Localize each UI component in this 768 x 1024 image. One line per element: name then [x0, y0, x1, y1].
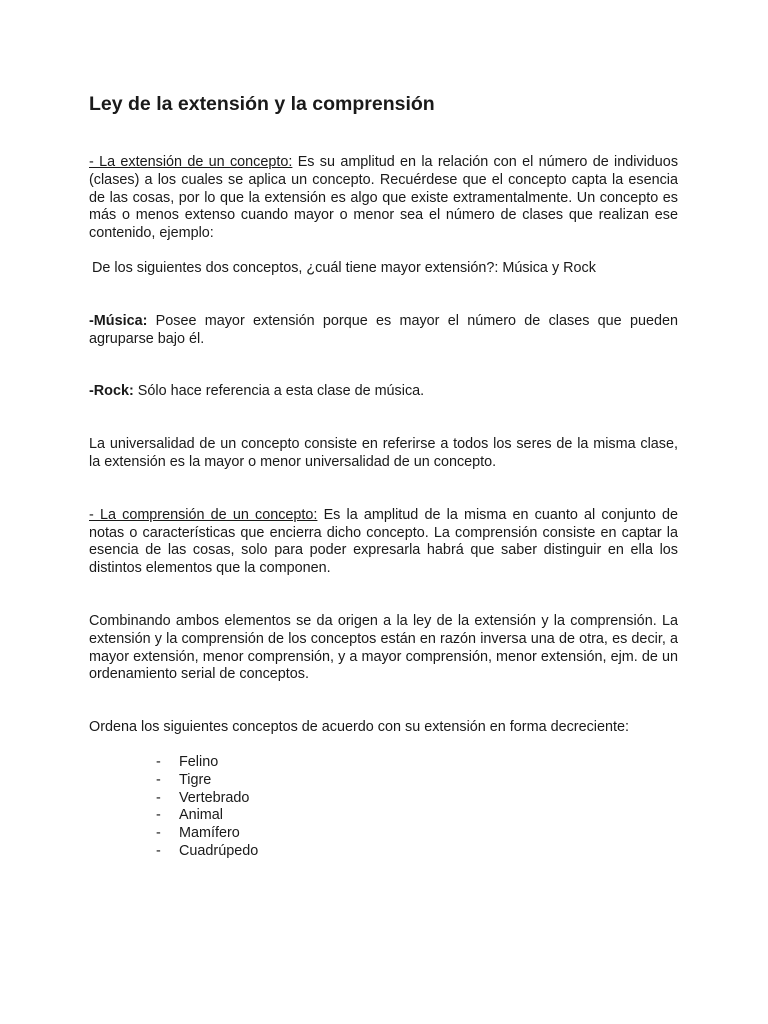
- musica-paragraph: [89, 313, 678, 349]
- extension-heading: - La extensión de un concepto:: [89, 154, 293, 170]
- list-item-label: Cuadrúpedo: [179, 842, 259, 859]
- list-item-label: Felino: [179, 753, 219, 770]
- list-bullet: -: [156, 807, 161, 824]
- ordena-instruction: Ordena los siguientes conceptos de acuerdo con su extensión en forma decreciente:: [89, 719, 629, 736]
- list-bullet: -: [156, 789, 161, 806]
- comprension-paragraph: [89, 507, 678, 578]
- list-item-label: Tigre: [179, 771, 212, 788]
- combinando-paragraph: Combinando ambos elementos se da origen a la ley de la extensión y la comprensión. La extensión y la comprensión de los conceptos están en razón inversa una de otra, es decir, a mayor extensión, menor comprensión, y a mayor comprensión, menor extensión, ejm. de un ordenamiento serial de conceptos.: [89, 612, 678, 683]
- list-item-label: Vertebrado: [179, 789, 250, 806]
- list-item: [89, 790, 678, 808]
- list-bullet: -: [156, 842, 161, 859]
- rock-label: -Rock:: [89, 383, 134, 400]
- universalidad-paragraph: La universalidad de un concepto consiste en referirse a todos los seres de la misma clase, la extensión es la mayor o menor universalidad de un concepto.: [89, 436, 678, 470]
- comprension-text: Es la amplitud de la misma en cuanto al conjunto de notas o características que encierra dicho concepto. La comprensión consiste en captar la esencia de las cosas, solo para poder expresarla habrá que saber distinguir en ella los distintos elementos que la componen.: [89, 506, 678, 577]
- list-item: [89, 807, 678, 825]
- document-page: [89, 92, 678, 861]
- concepts-list: [89, 754, 678, 861]
- list-bullet: -: [156, 753, 161, 770]
- list-item: [89, 772, 678, 790]
- document-title: Ley de la extensión y la comprensión: [89, 93, 435, 115]
- musica-text: Posee mayor extensión porque es mayor el número de clases que pueden agruparse bajo él.: [89, 312, 678, 347]
- list-item: [89, 754, 678, 772]
- rock-paragraph: [89, 383, 678, 401]
- musica-label: -Música:: [89, 312, 148, 329]
- list-bullet: -: [156, 771, 161, 788]
- comprension-heading: - La comprensión de un concepto:: [89, 506, 318, 523]
- list-item: [89, 825, 678, 843]
- extension-text: Es su amplitud en la relación con el número de individuos (clases) a los cuales se aplica un concepto. Recuérdese que el concepto capta la esencia de las cosas, por lo que la extensión es algo que existe extramentalmente. Un concepto es más o menos extenso cuando mayor o menor sea el número de clases que realizan ese contenido, ejemplo:: [89, 154, 679, 242]
- list-item-label: Mamífero: [179, 825, 240, 842]
- example-question: De los siguientes dos conceptos, ¿cuál tiene mayor extensión?: Música y Rock: [92, 259, 596, 276]
- extension-paragraph: [89, 154, 678, 243]
- list-item: [89, 843, 678, 861]
- rock-text: Sólo hace referencia a esta clase de música.: [133, 383, 425, 400]
- list-bullet: -: [156, 825, 161, 842]
- list-item-label: Animal: [179, 807, 223, 824]
